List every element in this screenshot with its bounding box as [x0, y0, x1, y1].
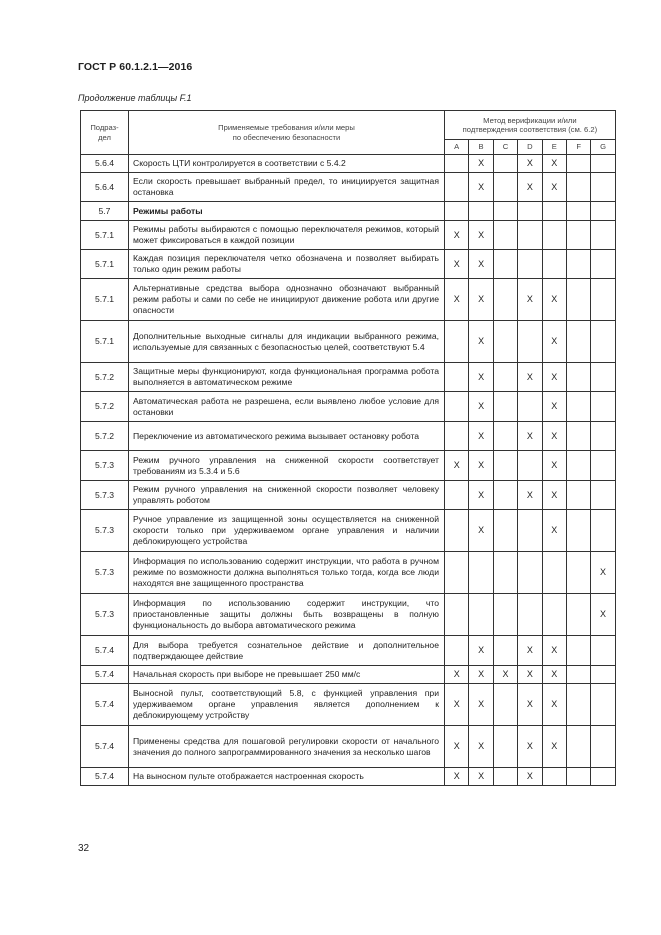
requirement-cell: Защитные меры функционируют, когда функциональная программа робота выполняется в автоматическом режиме — [129, 363, 445, 392]
requirement-cell: Переключение из автоматического режима вызывает остановку робота — [129, 422, 445, 451]
method-cell-g — [591, 510, 615, 552]
method-cell-d — [518, 321, 542, 363]
table-row — [81, 552, 616, 594]
method-cell-e — [542, 594, 566, 636]
method-cell-e: X — [542, 684, 566, 726]
method-cell-b: X — [469, 726, 493, 768]
method-cell-g — [591, 363, 615, 392]
method-header-g: G — [591, 140, 615, 155]
method-cell-a — [445, 173, 469, 202]
method-cell-e: X — [542, 451, 566, 481]
method-cell-e: X — [542, 392, 566, 422]
table-row — [81, 173, 616, 202]
table-row — [81, 510, 616, 552]
method-cell-c — [493, 363, 517, 392]
method-cell-b: X — [469, 636, 493, 666]
requirement-cell: Выносной пульт, соответствующий 5.8, с функцией управления при удерживаемом органе управления является дополнением к деблокирующему устройству — [129, 684, 445, 726]
method-cell-g — [591, 202, 615, 221]
subsection-cell: 5.7.1 — [81, 321, 129, 363]
method-header-f: F — [566, 140, 590, 155]
requirement-cell: Альтернативные средства выбора однозначно обозначают выбранный режим работы и сами по себе не инициируют движение робота или другие опасности — [129, 279, 445, 321]
table-row — [81, 155, 616, 173]
requirement-cell: Режимы работы выбираются с помощью переключателя режимов, который может фиксироваться в каждой позиции — [129, 221, 445, 250]
method-cell-e: X — [542, 321, 566, 363]
subsection-cell: 5.7.4 — [81, 726, 129, 768]
method-cell-f — [566, 363, 590, 392]
method-cell-e: X — [542, 279, 566, 321]
subsection-cell: 5.7.1 — [81, 250, 129, 279]
subsection-cell: 5.7.1 — [81, 279, 129, 321]
subsection-cell: 5.6.4 — [81, 155, 129, 173]
method-cell-g — [591, 422, 615, 451]
method-cell-d — [518, 451, 542, 481]
method-cell-c — [493, 155, 517, 173]
method-cell-f — [566, 636, 590, 666]
method-cell-c — [493, 422, 517, 451]
method-cell-d — [518, 221, 542, 250]
method-header-d: D — [518, 140, 542, 155]
requirement-cell: На выносном пульте отображается настроенная скорость — [129, 768, 445, 786]
requirement-cell: Применены средства для пошаговой регулировки скорости от начального значения до полного запрограммированного значения за несколько шагов — [129, 726, 445, 768]
table-row — [81, 279, 616, 321]
method-cell-g — [591, 321, 615, 363]
requirement-cell: Ручное управление из защищенной зоны осуществляется на сниженной скорости только при удерживаемом органе управления и наличии деблокирующего устройства — [129, 510, 445, 552]
method-cell-f — [566, 451, 590, 481]
method-cell-a — [445, 321, 469, 363]
table-row — [81, 636, 616, 666]
method-header-a: A — [445, 140, 469, 155]
method-cell-a — [445, 155, 469, 173]
method-cell-b: X — [469, 155, 493, 173]
method-header-e: E — [542, 140, 566, 155]
requirement-cell: Каждая позиция переключателя четко обозначена и позволяет выбирать только один режим работы — [129, 250, 445, 279]
method-cell-c — [493, 636, 517, 666]
method-cell-g — [591, 768, 615, 786]
method-cell-e: X — [542, 422, 566, 451]
method-cell-b: X — [469, 481, 493, 510]
method-cell-d — [518, 552, 542, 594]
requirement-cell: Если скорость превышает выбранный предел, то инициируется защитная остановка — [129, 173, 445, 202]
method-cell-b: X — [469, 768, 493, 786]
method-cell-e: X — [542, 481, 566, 510]
method-cell-c — [493, 768, 517, 786]
method-cell-b — [469, 202, 493, 221]
method-cell-c — [493, 221, 517, 250]
table-row — [81, 726, 616, 768]
method-cell-a: X — [445, 221, 469, 250]
method-cell-f — [566, 552, 590, 594]
subsection-cell: 5.7.1 — [81, 221, 129, 250]
method-cell-f — [566, 481, 590, 510]
method-cell-b: X — [469, 666, 493, 684]
requirement-cell: Для выбора требуется сознательное действие и дополнительное подтверждающее действие — [129, 636, 445, 666]
method-cell-d — [518, 202, 542, 221]
method-cell-f — [566, 726, 590, 768]
method-cell-a — [445, 594, 469, 636]
method-cell-f — [566, 250, 590, 279]
requirement-cell: Режим ручного управления на сниженной скорости соответствует требованиям из 5.3.4 и 5.6 — [129, 451, 445, 481]
method-cell-b: X — [469, 279, 493, 321]
requirement-cell: Режим ручного управления на сниженной скорости позволяет человеку управлять роботом — [129, 481, 445, 510]
subsection-cell: 5.6.4 — [81, 173, 129, 202]
method-cell-b: X — [469, 422, 493, 451]
method-cell-d: X — [518, 279, 542, 321]
method-cell-d — [518, 594, 542, 636]
method-cell-a: X — [445, 726, 469, 768]
method-cell-c — [493, 726, 517, 768]
method-cell-d: X — [518, 422, 542, 451]
subsection-cell: 5.7.2 — [81, 392, 129, 422]
method-cell-g: X — [591, 552, 615, 594]
method-cell-d: X — [518, 768, 542, 786]
method-cell-d: X — [518, 363, 542, 392]
requirement-cell: Режимы работы — [129, 202, 445, 221]
header-verification-methods: Метод верификации и/или подтверждения соответствия (см. 6.2) — [445, 111, 616, 140]
method-cell-e: X — [542, 636, 566, 666]
section-row — [81, 202, 616, 221]
method-cell-g — [591, 666, 615, 684]
verification-table — [80, 110, 616, 786]
subsection-cell: 5.7.3 — [81, 481, 129, 510]
method-cell-g — [591, 451, 615, 481]
table-row — [81, 594, 616, 636]
method-cell-a — [445, 481, 469, 510]
document-title: ГОСТ Р 60.1.2.1—2016 — [78, 61, 193, 73]
header-requirements: Применяемые требования и/или меры по обеспечению безопасности — [129, 111, 445, 155]
requirement-cell: Дополнительные выходные сигналы для индикации выбранного режима, используемые для связанных с безопасностью целей, соответствуют 5.4 — [129, 321, 445, 363]
method-cell-a — [445, 392, 469, 422]
method-cell-f — [566, 155, 590, 173]
method-cell-f — [566, 510, 590, 552]
method-cell-d: X — [518, 726, 542, 768]
method-cell-d — [518, 392, 542, 422]
subsection-cell: 5.7.4 — [81, 666, 129, 684]
method-cell-g — [591, 481, 615, 510]
table-row — [81, 481, 616, 510]
method-cell-d: X — [518, 666, 542, 684]
subsection-cell: 5.7.2 — [81, 422, 129, 451]
method-cell-f — [566, 594, 590, 636]
method-header-c: C — [493, 140, 517, 155]
method-cell-e — [542, 250, 566, 279]
method-cell-f — [566, 321, 590, 363]
method-cell-g: X — [591, 594, 615, 636]
method-cell-a — [445, 202, 469, 221]
method-cell-c — [493, 173, 517, 202]
method-cell-g — [591, 636, 615, 666]
subsection-cell: 5.7.4 — [81, 684, 129, 726]
table-row — [81, 684, 616, 726]
page-number: 32 — [78, 843, 90, 854]
subsection-cell: 5.7 — [81, 202, 129, 221]
method-cell-a — [445, 552, 469, 594]
method-cell-b: X — [469, 363, 493, 392]
method-cell-b — [469, 594, 493, 636]
method-cell-b: X — [469, 221, 493, 250]
table-row — [81, 321, 616, 363]
header-subsection: Подраз- дел — [81, 111, 129, 155]
method-cell-c: X — [493, 666, 517, 684]
method-cell-e — [542, 552, 566, 594]
method-cell-b: X — [469, 173, 493, 202]
method-cell-g — [591, 392, 615, 422]
requirement-cell: Информация по использованию содержит инструкции, что работа в ручном режиме по возможности должна выполняться только тогда, когда все люди находятся вне защищенного пространства — [129, 552, 445, 594]
table-row — [81, 363, 616, 392]
method-cell-f — [566, 173, 590, 202]
method-cell-f — [566, 666, 590, 684]
method-cell-c — [493, 594, 517, 636]
method-cell-g — [591, 279, 615, 321]
table-row — [81, 392, 616, 422]
method-cell-a: X — [445, 279, 469, 321]
subsection-cell: 5.7.3 — [81, 451, 129, 481]
method-cell-e: X — [542, 666, 566, 684]
table-row — [81, 451, 616, 481]
method-cell-b: X — [469, 451, 493, 481]
subsection-cell: 5.7.4 — [81, 636, 129, 666]
method-cell-b: X — [469, 321, 493, 363]
subsection-cell: 5.7.3 — [81, 510, 129, 552]
method-cell-e: X — [542, 510, 566, 552]
method-cell-c — [493, 552, 517, 594]
subsection-cell: 5.7.2 — [81, 363, 129, 392]
method-cell-c — [493, 321, 517, 363]
method-cell-b: X — [469, 510, 493, 552]
table-caption: Продолжение таблицы F.1 — [78, 93, 192, 103]
method-cell-e: X — [542, 155, 566, 173]
method-cell-a: X — [445, 684, 469, 726]
method-cell-e — [542, 768, 566, 786]
method-cell-a — [445, 636, 469, 666]
method-cell-c — [493, 451, 517, 481]
method-cell-b: X — [469, 392, 493, 422]
method-cell-c — [493, 684, 517, 726]
subsection-cell: 5.7.4 — [81, 768, 129, 786]
method-cell-a: X — [445, 666, 469, 684]
method-header-b: B — [469, 140, 493, 155]
requirement-cell: Автоматическая работа не разрешена, если выявлено любое условие для остановки — [129, 392, 445, 422]
table-row — [81, 768, 616, 786]
method-cell-d: X — [518, 636, 542, 666]
table-row — [81, 422, 616, 451]
method-cell-g — [591, 684, 615, 726]
method-cell-a: X — [445, 250, 469, 279]
method-cell-d: X — [518, 155, 542, 173]
method-cell-a — [445, 422, 469, 451]
method-cell-f — [566, 392, 590, 422]
method-cell-f — [566, 422, 590, 451]
method-cell-b: X — [469, 250, 493, 279]
method-cell-a — [445, 510, 469, 552]
requirement-cell: Информация по использованию содержит инструкции, что приостановленные защиты должны быть возвращены в полную функциональность до выбора автоматического режима — [129, 594, 445, 636]
method-cell-d: X — [518, 481, 542, 510]
method-cell-c — [493, 202, 517, 221]
method-cell-f — [566, 279, 590, 321]
method-cell-d — [518, 510, 542, 552]
method-cell-g — [591, 221, 615, 250]
subsection-cell: 5.7.3 — [81, 594, 129, 636]
method-cell-e: X — [542, 363, 566, 392]
method-cell-g — [591, 250, 615, 279]
method-cell-e — [542, 221, 566, 250]
requirement-cell: Начальная скорость при выборе не превышает 250 мм/с — [129, 666, 445, 684]
requirement-cell: Скорость ЦТИ контролируется в соответствии с 5.4.2 — [129, 155, 445, 173]
method-cell-c — [493, 481, 517, 510]
method-cell-c — [493, 510, 517, 552]
table-row — [81, 250, 616, 279]
method-cell-f — [566, 221, 590, 250]
method-cell-d: X — [518, 684, 542, 726]
method-cell-d — [518, 250, 542, 279]
method-cell-g — [591, 726, 615, 768]
method-cell-c — [493, 250, 517, 279]
subsection-cell: 5.7.3 — [81, 552, 129, 594]
method-cell-e: X — [542, 726, 566, 768]
method-cell-g — [591, 173, 615, 202]
method-cell-a: X — [445, 451, 469, 481]
method-cell-d: X — [518, 173, 542, 202]
method-cell-f — [566, 202, 590, 221]
method-cell-a: X — [445, 768, 469, 786]
method-cell-a — [445, 363, 469, 392]
method-cell-e: X — [542, 173, 566, 202]
method-cell-b: X — [469, 684, 493, 726]
method-cell-f — [566, 768, 590, 786]
method-cell-c — [493, 392, 517, 422]
method-cell-e — [542, 202, 566, 221]
method-cell-b — [469, 552, 493, 594]
method-cell-g — [591, 155, 615, 173]
method-cell-c — [493, 279, 517, 321]
table-row — [81, 666, 616, 684]
table-row — [81, 221, 616, 250]
method-cell-f — [566, 684, 590, 726]
